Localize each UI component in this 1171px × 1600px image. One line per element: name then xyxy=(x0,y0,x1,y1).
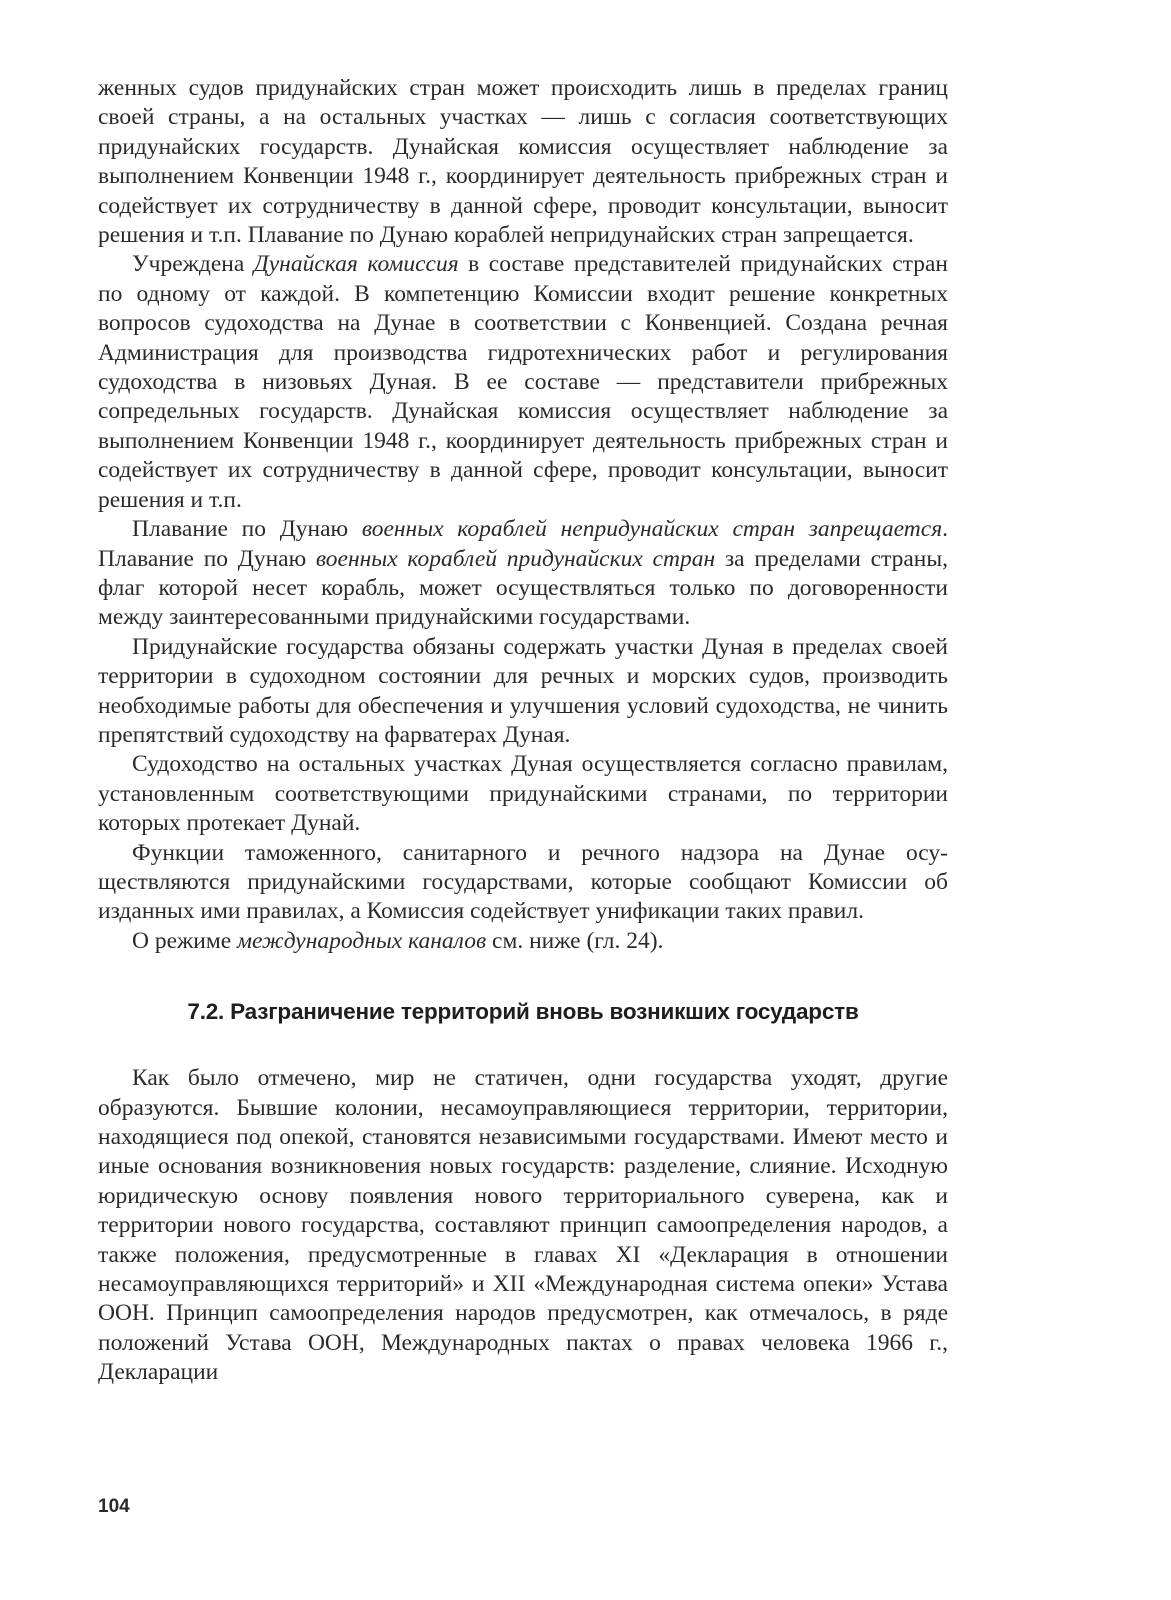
text-run: Учреждена xyxy=(132,251,254,278)
text-run: Судоходство на остальных участках Дуная осуществляется согласно правилам, установленным соответствующими придунайскими странами, по территории которых протекает Дунай. xyxy=(98,751,948,837)
paragraph xyxy=(98,927,948,956)
text-run: Придунайские государства обязаны содержать участки Дуная в пределах своей территории в судоходном состоянии для речных и морских судов, производить необходимые работы для обеспечения и улучшения условий судоходства, не чинить препятствий судоходству на фарватерах Дуная. xyxy=(98,633,948,748)
text-run: . Плавание по Дунаю xyxy=(98,516,948,572)
italic-text: Дунайская комиссия xyxy=(253,251,459,278)
paragraphs-before xyxy=(98,74,948,956)
section-heading: 7.2. Разграничение территорий вновь возникших государств xyxy=(187,999,859,1025)
paragraph xyxy=(98,1064,948,1387)
paragraph xyxy=(98,750,948,838)
text-run: женных судов придунайских стран может происходить лишь в пределах границ своей страны, а на остальных участках — лишь с согласия соответствующих придунайских государств. Дунайская комиссия осуществляет наблюдение за выполнением Конвенции 1948 г., координирует деятельность прибрежных стран и содействует их сотрудничеству в данной сфере, проводит консультации, выносит решения и т.п. Плавание по Дунаю кораблей непридунайских стран запрещается. xyxy=(98,75,948,249)
page-number: 104 xyxy=(98,1496,130,1517)
paragraph xyxy=(98,74,948,250)
italic-text: военных кораблей непридунайских стран запрещается xyxy=(361,516,943,543)
paragraph xyxy=(98,515,948,633)
page-body xyxy=(98,74,948,1388)
text-run: в составе представителей придунайских стран по одному от каждой. В компетенцию Комиссии входит решение конкретных вопросов судоходства на Дунае в соответствии с Конвенцией. Создана речная Администрация для производства гидротехнических работ и регулирования судоходства в низовьях Дуная. В ее составе — представители прибрежных сопредельных государств. Дунайская комиссия осуществляет наблюдение за выполнением Конвенции 1948 г., координирует деятельность прибрежных стран и содействует их сотрудничеству в данной сфере, проводит консультации, выносит решения и т.п. xyxy=(98,251,948,513)
paragraph xyxy=(98,839,948,927)
text-run: Функции таможенного, санитарного и речного надзора на Дунае осуществляются придунайскими государствами, которые сообщают Комиссии об изданных ими правилах, а Комиссия содействует унификации таких правил. xyxy=(98,839,948,925)
text-run: Как было отмечено, мир не статичен, одни государства уходят, другие образуются. Бывшие колонии, несамоуправляющиеся территории, территории, находящиеся под опекой, становятся независимыми государствами. Имеют место и иные основания возникновения новых государств: разделение, слияние. Исходную юридическую основу появления нового территориального суверена, как и территории нового государства, составляют принцип самоопределения народов, а также положения, предусмотренные в главах XI «Декларация в отношении несамоуправляющихся территорий» и XII «Международная система опеки» Устава ООН. Принцип самоопределения народов предусмотрен, как отмечалось, в ряде положений Устава ООН, Международных пактах о правах человека 1966 г., Декларации xyxy=(98,1065,948,1386)
italic-text: военных кораблей придунайских стран xyxy=(315,545,716,572)
paragraph xyxy=(98,633,948,751)
text-run: Плавание по Дунаю xyxy=(132,516,362,543)
text-run: за пределами страны, флаг которой несет корабль, может осуществляться только по договоренности между заинтересованными придунайскими государствами. xyxy=(98,545,948,631)
paragraphs-after xyxy=(98,1064,948,1387)
text-run: О режиме xyxy=(132,927,238,954)
italic-text: международных каналов xyxy=(237,927,487,954)
paragraph xyxy=(98,250,948,515)
text-run: см. ниже (гл. 24). xyxy=(486,927,664,954)
